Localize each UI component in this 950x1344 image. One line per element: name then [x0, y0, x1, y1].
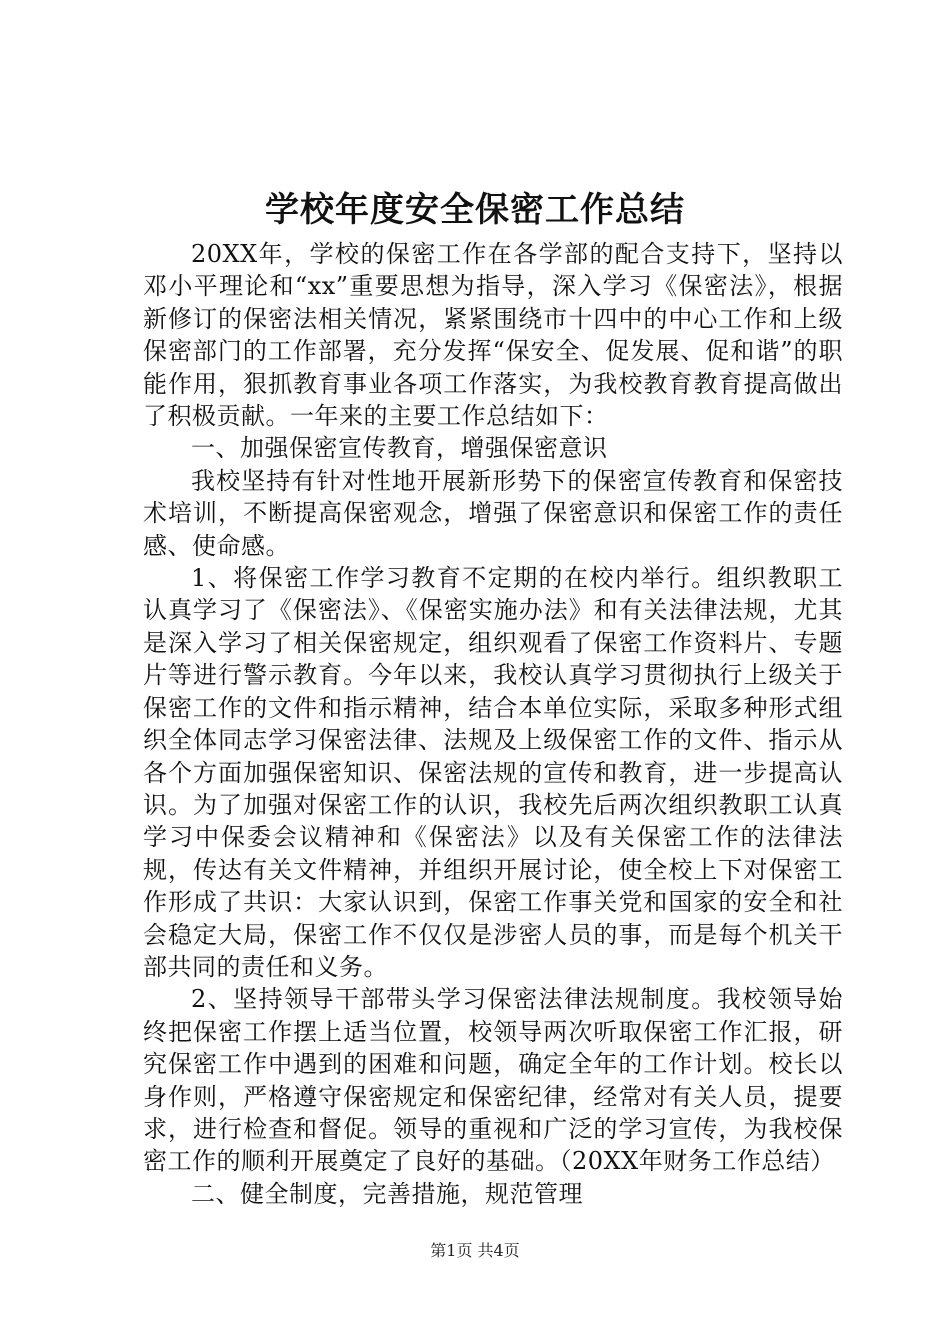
paragraph-intro: 20XX年，学校的保密工作在各学部的配合支持下，坚持以邓小平理论和“xx”重要思想为指导，深入学习《保密法》，根据新修订的保密法相关情况，紧紧围绕市十四中的中心工作和上级保密部门的工作部署，充分发挥“保安全、促发展、促和谐”的职能作用，狠抓教育事业各项工作落实，为我校教育教育提高做出了积极贡献。一年来的主要工作总结如下： — [143, 240, 843, 431]
document-body — [143, 238, 843, 1210]
section-heading-1: 一、加强保密宣传教育，增强保密意识 — [191, 434, 608, 463]
paragraph-section-1-intro: 我校坚持有针对性地开展新形势下的保密宣传教育和保密技术培训，不断提高保密观念，增强了保密意识和保密工作的责任感、使命感。 — [143, 466, 843, 560]
paragraph-item-2: 2、坚持领导干部带头学习保密法律法规制度。我校领导始终把保密工作摆上适当位置，校领导两次听取保密工作汇报，研究保密工作中遇到的困难和问题，确定全年的工作计划。校长以身作则，严格遵守保密规定和保密纪律，经常对有关人员，提要求，进行检查和督促。领导的重视和广泛的学习宣传，为我校保密工作的顺利开展奠定了良好的基础。（20XX年财务工作总结） — [143, 985, 843, 1176]
section-heading-2: 二、健全制度，完善措施，规范管理 — [191, 1179, 583, 1208]
document-title: 学校年度安全保密工作总结 — [265, 190, 685, 230]
paragraph-item-1: 1、将保密工作学习教育不定期的在校内举行。组织教职工认真学习了《保密法》、《保密实施办法》和有关法律法规，尤其是深入学习了相关保密规定，组织观看了保密工作资料片、专题片等进行警示教育。今年以来，我校认真学习贯彻执行上级关于保密工作的文件和指示精神，结合本单位实际，采取多种形式组织全体同志学习保密法律、法规及上级保密工作的文件、指示从各个方面加强保密知识、保密法规的宣传和教育，进一步提高认识。为了加强对保密工作的认识，我校先后两次组织教职工认真学习中保委会议精神和《保密法》以及有关保密工作的法律法规，传达有关文件精神，并组织开展讨论，使全校上下对保密工作形成了共识：大家认识到，保密工作事关党和国家的安全和社会稳定大局，保密工作不仅仅是涉密人员的事，而是每个机关干部共同的责任和义务。 — [143, 564, 843, 981]
page-footer: 第1页 共4页 — [430, 1241, 520, 1260]
